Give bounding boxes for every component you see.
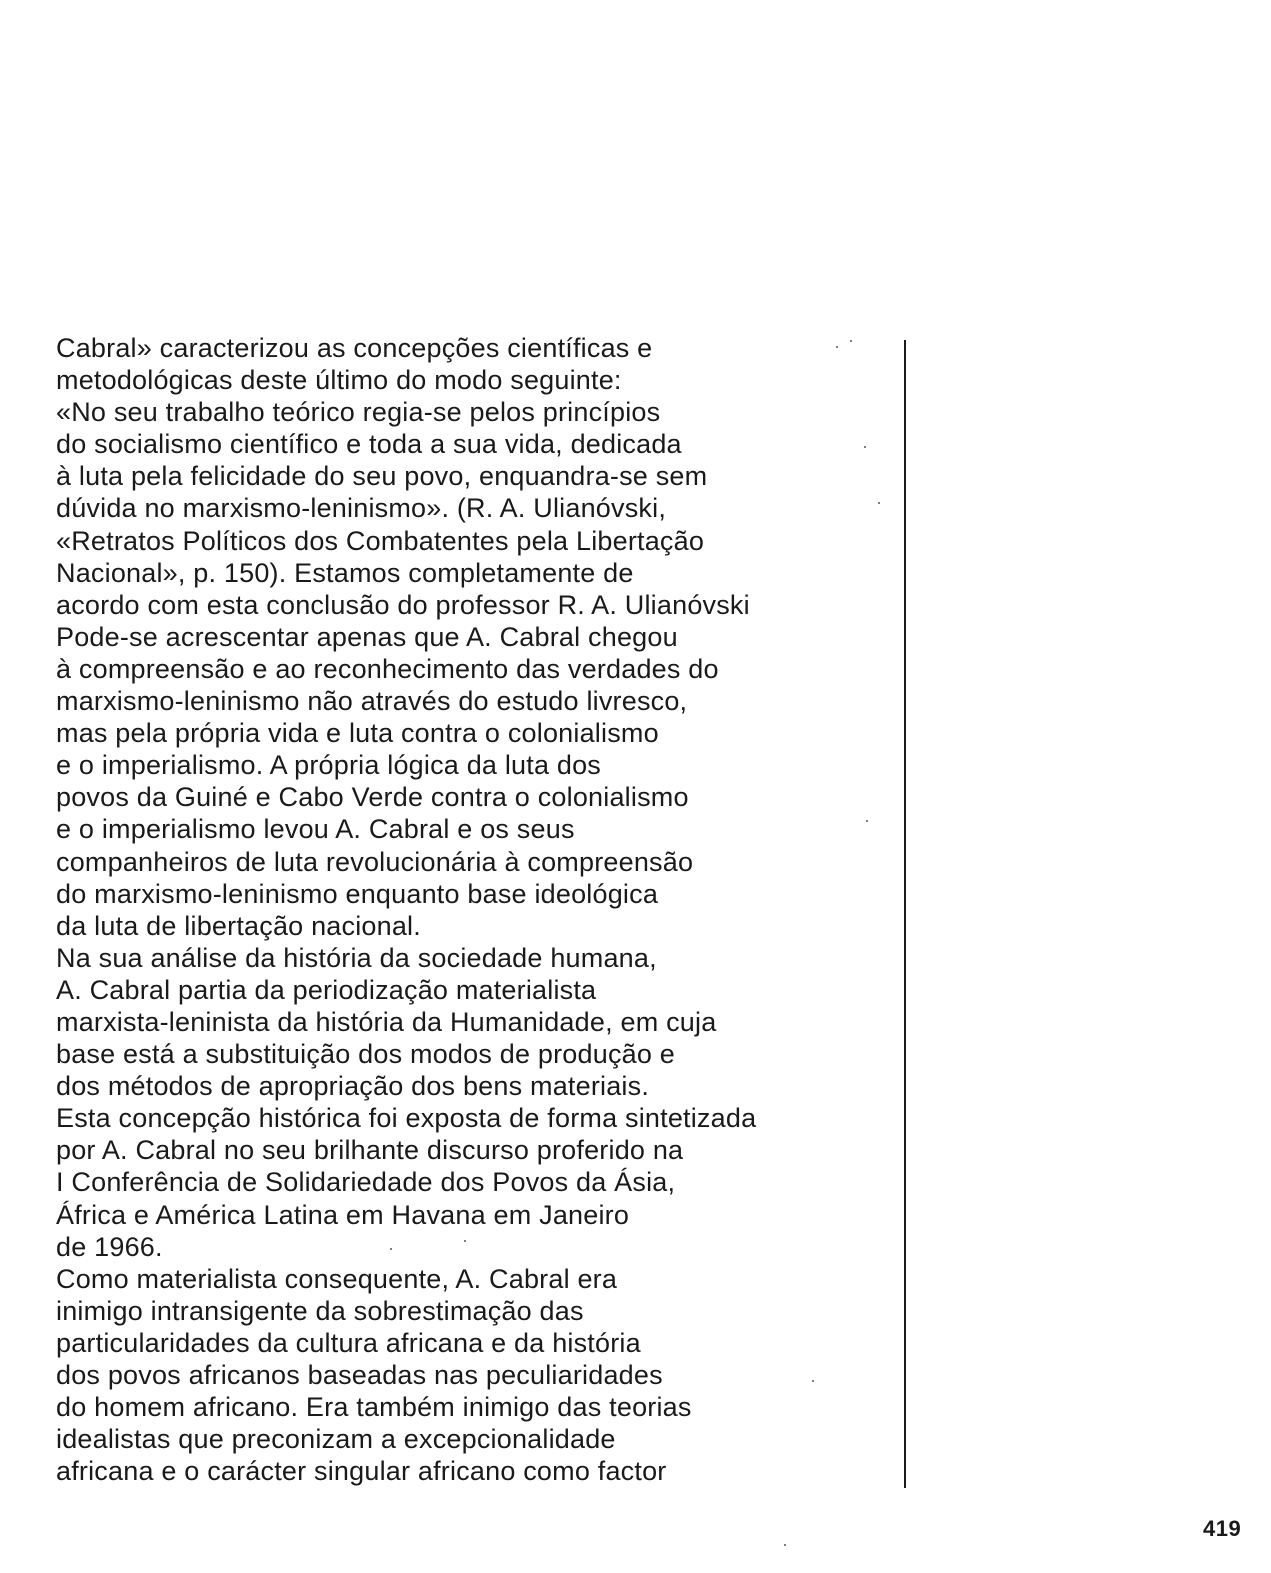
text-line: à luta pela felicidade do seu povo, enquandra-se sem <box>56 461 708 492</box>
text-line: e o imperialismo levou A. Cabral e os seus <box>56 814 575 845</box>
page-number: 419 <box>1203 1516 1242 1541</box>
text-line: povos da Guiné e Cabo Verde contra o colonialismo <box>56 782 689 813</box>
text-line: inimigo intransigente da sobrestimação das <box>56 1295 584 1326</box>
text-line: idealistas que preconizam a excepcionalidade <box>56 1424 616 1455</box>
scan-speck <box>390 1248 392 1250</box>
text-line: dos métodos de apropriação dos bens materiais. <box>56 1071 650 1102</box>
scan-speck <box>850 340 852 342</box>
scan-speck <box>812 1380 814 1382</box>
text-line: marxismo-leninismo não através do estudo livresco, <box>56 686 688 717</box>
scan-speck <box>878 502 880 504</box>
text-line: particularidades da cultura africana e da história <box>56 1327 641 1358</box>
text-line: companheiros de luta revolucionária à compreensão <box>56 846 694 877</box>
text-line: dúvida no marxismo-leninismo». (R. A. Ulianóvski, <box>56 493 667 524</box>
text-line: Nacional», p. 150). Estamos completamente de <box>56 557 634 588</box>
text-line: «No seu trabalho teórico regia-se pelos princípios <box>56 397 661 428</box>
text-line: África e América Latina em Havana em Janeiro <box>56 1199 630 1230</box>
text-line: da luta de libertação nacional. <box>56 910 421 941</box>
text-line: A. Cabral partia da periodização materialista <box>56 974 597 1005</box>
text-line: marxista-leninista da história da Humanidade, em cuja <box>56 1006 717 1037</box>
scan-speck <box>784 1544 786 1546</box>
text-line: por A. Cabral no seu brilhante discurso proferido na <box>56 1135 684 1166</box>
text-line: e o imperialismo. A própria lógica da luta dos <box>56 750 601 781</box>
text-line: dos povos africanos baseadas nas peculiaridades <box>56 1360 663 1390</box>
text-line: do marxismo-leninismo enquanto base ideológica <box>56 878 659 909</box>
scan-speck <box>464 1240 466 1242</box>
text-line: Como materialista consequente, A. Cabral era <box>56 1263 618 1294</box>
scan-speck <box>864 446 866 448</box>
text-line: do socialismo científico e toda a sua vida, dedicada <box>56 429 682 460</box>
scan-speck <box>836 346 838 348</box>
text-line: I Conferência de Solidariedade dos Povos da Ásia, <box>56 1167 676 1198</box>
margin-rule <box>904 340 906 1488</box>
text-line: à compreensão e ao reconhecimento das verdades do <box>56 653 719 684</box>
scan-speck <box>866 820 868 822</box>
text-line: «Retratos Políticos dos Combatentes pela Libertação <box>56 525 705 556</box>
text-line: Pode-se acrescentar apenas que A. Cabral chegou <box>56 621 678 652</box>
text-line: base está a substituição dos modos de produção e <box>56 1039 675 1070</box>
text-line: de 1966. <box>56 1231 163 1262</box>
text-line: Cabral» caracterizou as concepções científicas e <box>56 333 653 363</box>
text-line: do homem africano. Era também inimigo das teorias <box>56 1392 692 1423</box>
text-line: acordo com esta conclusão do professor R. A. Ulianóvski <box>56 589 750 620</box>
text-line: Na sua análise da história da sociedade humana, <box>56 942 657 973</box>
text-line: Esta concepção histórica foi exposta de forma sintetizada <box>56 1103 757 1134</box>
text-line: mas pela própria vida e luta contra o colonialismo <box>56 718 659 749</box>
text-line: africana e o carácter singular africano como factor <box>56 1456 667 1487</box>
text-line: metodológicas deste último do modo seguinte: <box>56 365 622 396</box>
body-text <box>56 332 896 1487</box>
